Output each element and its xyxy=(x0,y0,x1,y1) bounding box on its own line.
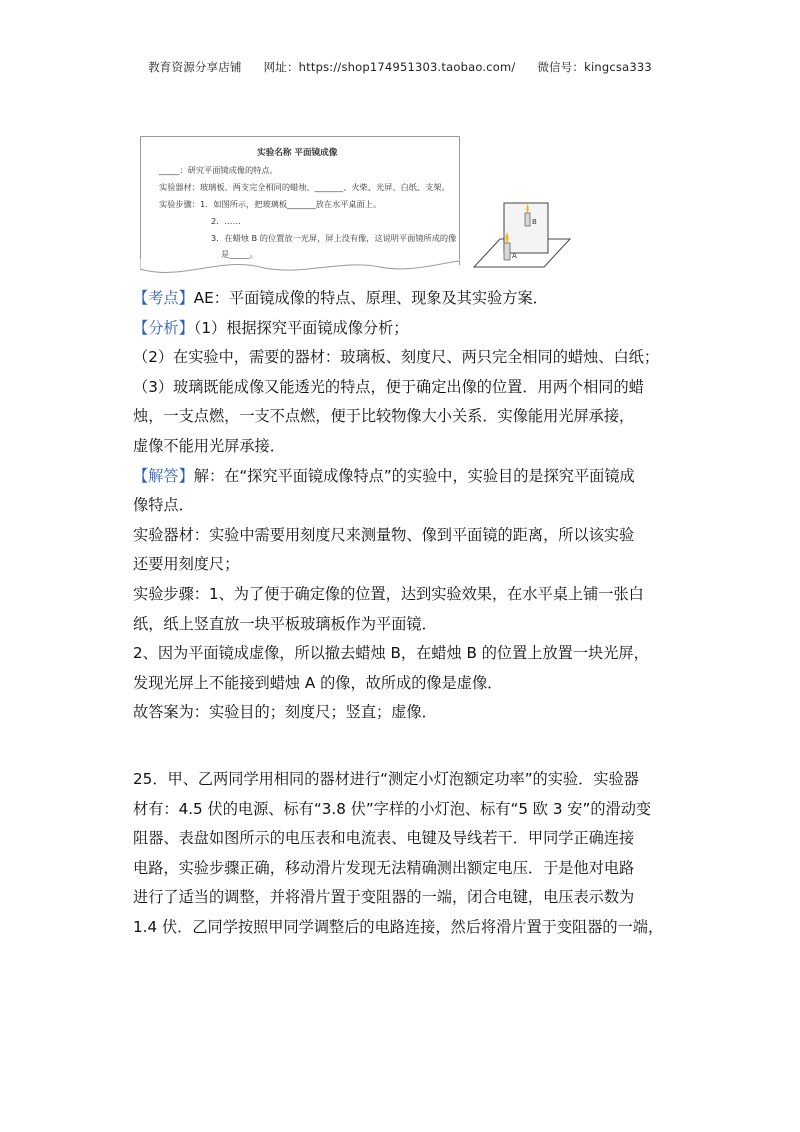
card-line: 实验器材：玻璃板、两支完全相同的蜡烛、_______、火柴、光屏、白纸、支架。 xyxy=(159,182,450,192)
jieda-tag: 【解答】 xyxy=(133,466,194,485)
text-line: 还要用刻度尺； xyxy=(133,555,240,574)
card-line: 实验步骤：1．如图所示，把玻璃板_______放在水平桌面上。 xyxy=(159,199,382,209)
text-line: 实验器材：实验中需要用刻度尺来测量物、像到平面镜的距离，所以该实验 xyxy=(133,525,635,544)
wechat-id: 微信号：kingcsa333 xyxy=(537,60,652,74)
card-line: 3．在蜡烛 B 的位置放一光屏，屏上没有像，这说明平面镜所成的像 xyxy=(211,233,457,243)
text-line: 烛，一支点燃，一支不点燃，便于比较物像大小关系．实像能用光屏承接， xyxy=(133,407,635,426)
candle-a xyxy=(504,243,510,260)
mirror-apparatus-diagram xyxy=(472,179,572,271)
label-a: A xyxy=(512,252,517,260)
question-25-line: 进行了适当的调整，并将滑片置于变阻器的一端，闭合电键，电压表示数为 xyxy=(133,888,635,907)
kaodian-text: AE：平面镜成像的特点、原理、现象及其实验方案． xyxy=(193,289,548,307)
label-b: B xyxy=(532,218,537,226)
text-line: 2、因为平面镜成虚像，所以撤去蜡烛 B，在蜡烛 B 的位置上放置一块光屏， xyxy=(133,644,649,663)
candle-b xyxy=(525,213,530,226)
final-answer: 故答案为：实验目的；刻度尺；竖直；虚像． xyxy=(133,703,437,722)
text-line: 实验步骤：1、为了便于确定像的位置，达到实验效果，在水平桌上铺一张白 xyxy=(133,584,644,603)
text-line: 像特点． xyxy=(133,496,194,515)
experiment-figure xyxy=(132,131,572,279)
answer-body xyxy=(133,284,673,942)
page-header xyxy=(0,59,800,75)
kaodian-line xyxy=(133,284,673,314)
shop-name: 教育资源分享店铺 xyxy=(148,60,242,74)
question-25-line: 25．甲、乙两同学用相同的器材进行“测定小灯泡额定功率”的实验．实验器 xyxy=(133,769,639,788)
card-title: 实验名称 平面镜成像 xyxy=(257,148,338,158)
shop-url: 网址：https://shop174951303.taobao.com/ xyxy=(263,60,516,74)
text-line: （2）在实验中，需要的器材：玻璃板、刻度尺、两只完全相同的蜡烛、白纸； xyxy=(133,348,660,367)
experiment-card xyxy=(140,136,460,265)
text-line: 虚像不能用光屏承接． xyxy=(133,436,285,455)
kaodian-tag: 【考点】 xyxy=(133,289,194,307)
text-line: 纸，纸上竖直放一块平板玻璃板作为平面镜． xyxy=(133,614,437,633)
question-25-line: 1.4 伏．乙同学按照甲同学调整后的电路连接，然后将滑片置于变阻器的一端， xyxy=(133,917,664,936)
card-wavy-edge xyxy=(140,259,460,277)
text-line: 发现光屏上不能接到蜡烛 A 的像，故所成的像是虚像． xyxy=(133,673,503,692)
jieda-line xyxy=(133,462,673,492)
text-line: （3）玻璃既能成像又能透光的特点，便于确定出像的位置．用两个相同的蜡 xyxy=(133,377,644,396)
fenxi-text: （1）根据探究平面镜成像分析； xyxy=(193,318,409,337)
card-line: 是_____。 xyxy=(221,249,258,259)
question-25-line: 电路，实验步骤正确，移动滑片发现无法精确测出额定电压．于是他对电路 xyxy=(133,858,635,877)
fenxi-tag: 【分析】 xyxy=(133,318,194,337)
question-25-line: 材有：4.5 伏的电源、标有“3.8 伏”字样的小灯泡、标有“5 欧 3 安”的滑动变 xyxy=(133,799,652,818)
card-line: _____：研究平面镜成像的特点。 xyxy=(159,165,278,175)
fenxi-line xyxy=(133,314,673,344)
card-line: 2．…… xyxy=(211,216,241,226)
jieda-text: 解：在“探究平面镜成像特点”的实验中，实验目的是探究平面镜成 xyxy=(193,466,635,485)
question-25-line: 阻器、表盘如图所示的电压表和电流表、电键及导线若干．甲同学正确连接 xyxy=(133,829,635,848)
